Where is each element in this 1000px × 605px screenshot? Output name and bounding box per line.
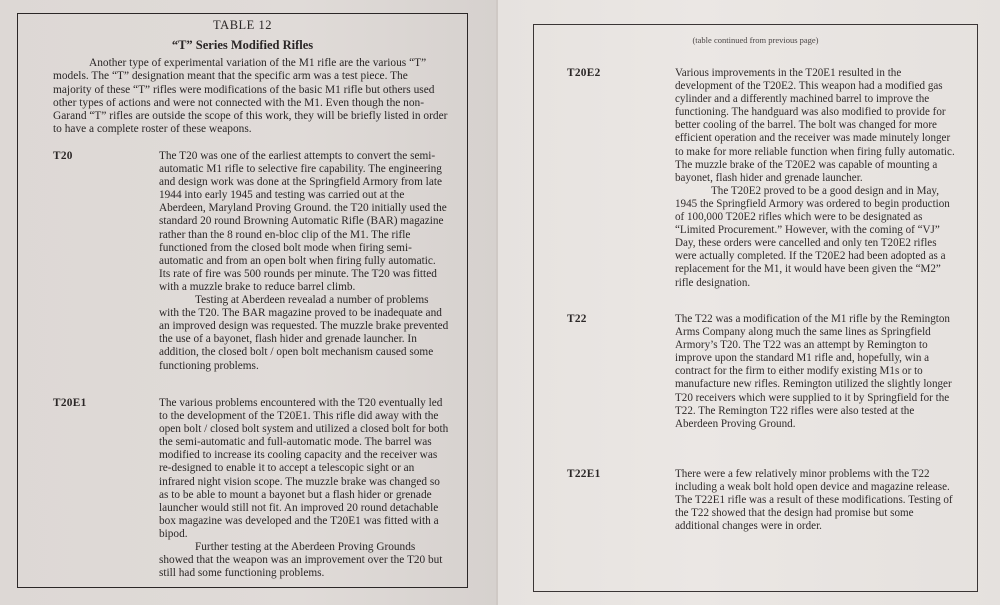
entry-label-t20: T20 [53,150,73,162]
right-page [498,0,1000,605]
table-title: TABLE 12 [213,18,272,32]
entry-label-t20e2: T20E2 [567,67,601,79]
entry-text-t20e1 [159,397,449,580]
intro-text: Another type of experimental variation of the M1 rifle are the various “T” models. The “T” designation meant that the specific arm was a test piece. The majority of these “T” rifles were modifications of the basic M1 rifle but others used other types of actions and were not connected with the M1. Even though the non-Garand “T” rifles are outside the scope of this work, they will be briefly listed in order to have a complete roster of these weapons. [53,57,448,136]
t22-paragraph-1: The T22 was a modification of the M1 rifle by the Remington Arms Company along much the same lines as Springfield Armory’s T20. The T22 was an attempt by Remington to improve upon the standard M1 rifle and, hopefully, win a contract for the firm to either modify existing M1s or to manufacture new rifles. Remington utilized the slightly longer T20 receivers which were supplied to it by Springfield for the T22. The Remington T22 rifles were also tested at the Aberdeen Proving Ground. [675,313,952,430]
entry-label-t22e1: T22E1 [567,468,601,480]
t20-paragraph-1: The T20 was one of the earliest attempts to convert the semi-automatic M1 rifle to selective fire capability. The engineering and design work was done at the Springfield Armory from late 1944 into early 1945 and testing was carried out at the Aberdeen, Maryland Proving Ground. the T20 initially used the standard 20 round Browning Automatic Rifle (BAR) magazine rather than the 8 round en-bloc clip of the M1. The rifle functioned from the closed bolt mode when firing semi-automatic and from an open bolt when firing fully automatic. Its rate of fire was 500 rounds per minute. The T20 was fitted with a muzzle brake to reduce barrel climb. [159,150,447,293]
t20e1-paragraph-1: The various problems encountered with the T20 eventually led to the development of the T20E1. This rifle did away with the open bolt / closed bolt system and utilized a closed bolt for both the semi-automatic and full-automatic mode. The barrel was modified to increase its cooling capacity and the receiver was re-designed to enable it to accept a telescopic sight or an infrared night vision scope. The muzzle brake was changed so as to be able to mount a bayonet but a flash hider or grenade launcher would still not fit. An improved 20 round detachable box magazine was developed and the T20E1 was fitted with a bipod. [159,397,449,540]
t20e1-paragraph-2: Further testing at the Aberdeen Proving Grounds showed that the weapon was an improvement over the T20 but still had some functioning problems. [159,541,443,580]
t20e2-paragraph-1: Various improvements in the T20E1 resulted in the development of the T20E2. This weapon had a modified gas cylinder and a differently machined barrel to improve the functioning. The handguard was also modified to provide for better cooling of the barrel. The bolt was changed for more efficient operation and the receiver was made minutely longer to make for more reliable function when firing fully automatic. The muzzle brake of the T20E2 was capable of mounting a bayonet, flash hider and grenade launcher. [675,67,955,184]
continued-note: (table continued from previous page) [692,35,819,45]
intro-paragraph [53,57,448,137]
table-frame-left [17,13,468,588]
left-page [0,0,498,605]
table-subtitle: “T” Series Modified Rifles [171,38,314,52]
entry-text-t22e1 [675,468,955,533]
entry-text-t20 [159,150,449,373]
t22e1-paragraph-1: There were a few relatively minor problems with the T22 including a weak bolt hold open device and magazine release. The T22E1 rifle was a result of these modifications. Testing of the T22 showed that the design had promise but some additional changes were in order. [675,468,953,533]
table-frame-right [533,24,978,592]
entry-text-t22 [675,313,955,431]
entry-label-t20e1: T20E1 [53,397,87,409]
entry-text-t20e2 [675,67,955,290]
t20-paragraph-2: Testing at Aberdeen revealad a number of problems with the T20. The BAR magazine proved to be inadequate and an improved design was requested. The muzzle brake prevented the use of a bayonet, flash hider and grenade launcher. In addition, the closed bolt / open bolt mechanism caused some functioning problems. [159,294,449,372]
entry-label-t22: T22 [567,313,587,325]
t20e2-paragraph-2: The T20E2 proved to be a good design and in May, 1945 the Springfield Armory was ordered to begin production of 100,000 T20E2 rifles which were to be designated as “Limited Procurement.” However, with the coming of “VJ” Day, these orders were cancelled and only ten T20E2 rifles were actually completed. If the T20E2 had been adopted as a replacement for the M1, it would have been given the “M2” rifle designation. [675,184,950,289]
